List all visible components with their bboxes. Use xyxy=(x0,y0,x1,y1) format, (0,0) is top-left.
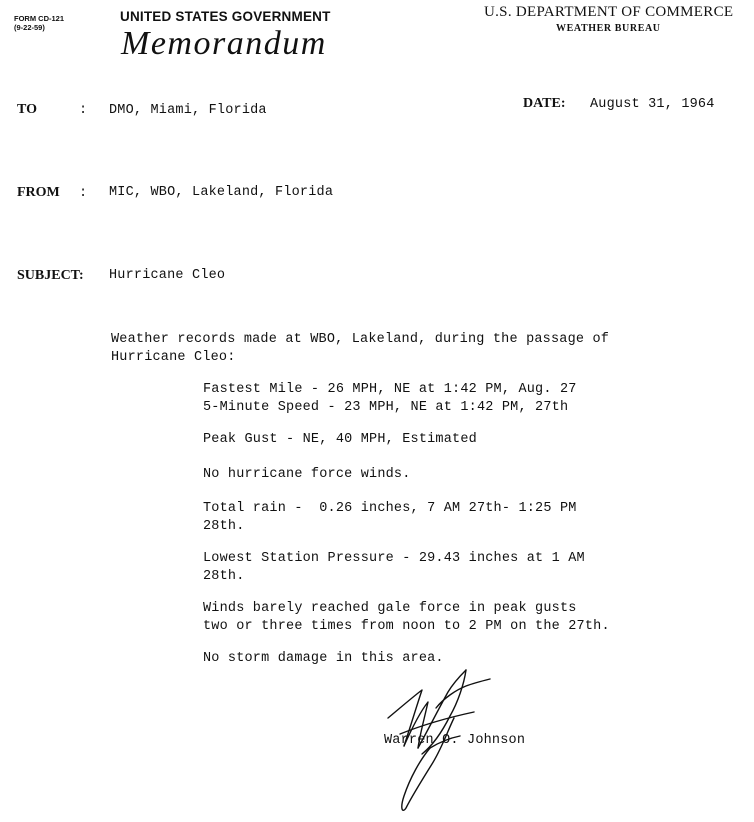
winds-line-2: two or three times from noon to 2 PM on the 27th. xyxy=(203,619,610,634)
handwritten-signature-icon xyxy=(370,668,500,816)
no-damage: No storm damage in this area. xyxy=(203,651,444,666)
form-code-number: FORM CD-121 xyxy=(14,14,65,23)
intro-line-2: Hurricane Cleo: xyxy=(111,350,236,365)
subject-label: SUBJECT: xyxy=(17,268,84,283)
signature-typed-name: Warren O. Johnson xyxy=(384,733,526,748)
bureau-title: WEATHER BUREAU xyxy=(556,23,661,34)
date-value: August 31, 1964 xyxy=(590,97,715,112)
gale-force-note xyxy=(203,600,610,636)
to-value: DMO, Miami, Florida xyxy=(109,103,267,118)
to-label: TO xyxy=(17,102,37,117)
lowest-pressure xyxy=(203,550,585,586)
peak-gust: Peak Gust - NE, 40 MPH, Estimated xyxy=(203,432,477,447)
intro-paragraph xyxy=(111,331,609,367)
wind-speed-records xyxy=(203,381,577,417)
department-title: U.S. DEPARTMENT OF COMMERCE xyxy=(484,4,734,20)
no-hurricane-winds: No hurricane force winds. xyxy=(203,467,411,482)
government-title: UNITED STATES GOVERNMENT xyxy=(120,9,331,24)
memorandum-title: Memorandum xyxy=(121,25,327,62)
form-code-date: (9-22-59) xyxy=(14,23,45,32)
form-code xyxy=(14,14,64,32)
total-rain-line-2: 28th. xyxy=(203,519,245,534)
from-value: MIC, WBO, Lakeland, Florida xyxy=(109,185,334,200)
from-label: FROM xyxy=(17,185,60,200)
pressure-line-2: 28th. xyxy=(203,569,245,584)
total-rain xyxy=(203,500,577,536)
date-label: DATE: xyxy=(523,96,566,111)
pressure-line-1: Lowest Station Pressure - 29.43 inches at 1 AM xyxy=(203,551,585,566)
to-colon: : xyxy=(79,103,88,118)
from-colon: : xyxy=(79,186,88,201)
total-rain-line-1: Total rain - 0.26 inches, 7 AM 27th- 1:25 PM xyxy=(203,501,577,516)
five-minute-speed: 5-Minute Speed - 23 MPH, NE at 1:42 PM, 27th xyxy=(203,400,569,415)
subject-value: Hurricane Cleo xyxy=(109,268,226,283)
fastest-mile: Fastest Mile - 26 MPH, NE at 1:42 PM, Aug. 27 xyxy=(203,382,577,397)
winds-line-1: Winds barely reached gale force in peak gusts xyxy=(203,601,577,616)
intro-line-1: Weather records made at WBO, Lakeland, during the passage of xyxy=(111,332,610,347)
